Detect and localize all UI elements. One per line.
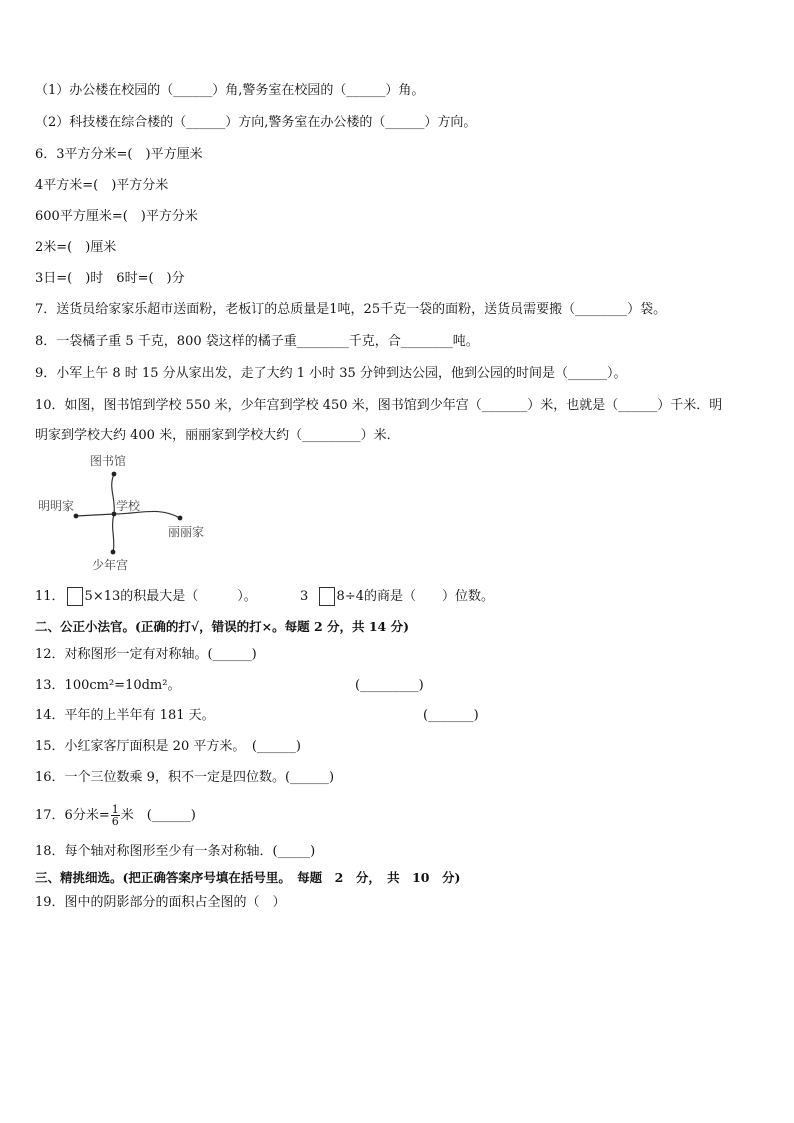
q11-number: 11． [35, 589, 65, 604]
q17-numerator: 1 [111, 803, 119, 816]
q6-line-e: 3日=( )时 6时=( )分 [35, 271, 185, 286]
q17-prefix: 17．6分米= [35, 808, 110, 823]
question-8: 8．一袋橘子重 5 千克，800 袋这样的橘子重________千克，合________吨。 [35, 334, 479, 349]
q6-line-c: 600平方厘米=( )平方分米 [35, 209, 198, 224]
mingming-label: 明明家 [38, 499, 75, 513]
q14-answer-blank: (_______) [423, 708, 479, 723]
section-3-heading: 三、精挑细选。(把正确答案序号填在括号里。 每题 2 分， 共 10 分) [35, 870, 461, 885]
youth-palace-point [111, 550, 116, 555]
question-19: 19．图中的阴影部分的面积占全图的（ ） [35, 895, 286, 910]
q5-part1: （1）办公楼在校园的（______）角,警务室在校园的（______）角。 [35, 83, 425, 98]
lili-label: 丽丽家 [168, 525, 205, 539]
question-12: 12．对称图形一定有对称轴。(______) [35, 647, 257, 662]
question-10-line-b: 明家到学校大约 400 米，丽丽家到学校大约（_________）米． [35, 428, 400, 443]
mingming-point [74, 514, 79, 519]
library-point [112, 472, 117, 477]
question-18: 18．每个轴对称图形至少有一条对称轴．(_____) [35, 844, 316, 859]
question-15: 15．小红家客厅面积是 20 平方米。 (______) [35, 739, 301, 754]
q6-line-b: 4平方米=( )平方分米 [35, 178, 169, 193]
q17-denominator: 6 [111, 815, 119, 828]
q6-line-a: 6．3平方分米=( )平方厘米 [35, 147, 203, 162]
q11-blank-box-2 [319, 587, 335, 606]
question-7: 7．送货员给家家乐超市送面粉，老板订的总质量是1吨，25千克一袋的面粉，送货员需要搬（________）袋。 [35, 302, 667, 317]
question-11-part-b [300, 587, 494, 606]
q17-suffix: 米 (______) [120, 808, 196, 823]
question-14: 14．平年的上半年有 181 天。 [35, 708, 215, 723]
question-16: 16．一个三位数乘 9，积不一定是四位数。(______) [35, 770, 335, 785]
q11-part-a: 5×13的积最大是（ ）。 [84, 589, 257, 604]
question-17 [35, 804, 196, 827]
school-map-diagram [30, 448, 220, 576]
q11-blank-box-1 [67, 587, 83, 606]
school-label: 学校 [116, 499, 141, 513]
question-10-line-a: 10．如图，图书馆到学校 550 米，少年宫到学校 450 米，图书馆到少年宫（_______）米，也就是（______）千米．明 [35, 398, 723, 413]
road-to-youth-palace [113, 514, 114, 552]
lili-point [178, 516, 183, 521]
q13-answer-blank: (_________) [355, 678, 424, 693]
road-to-mingming [76, 514, 114, 516]
library-label: 图书馆 [90, 454, 127, 468]
question-11 [35, 587, 257, 606]
q11-part-b-text: 8÷4的商是（ ）位数。 [336, 589, 494, 604]
youth-palace-label: 少年宫 [92, 558, 129, 572]
section-2-heading: 二、公正小法官。(正确的打√，错误的打×。每题 2 分，共 14 分) [35, 619, 410, 634]
question-13: 13．100cm²=10dm²。 [35, 678, 181, 693]
q5-part2: （2）科技楼在综合楼的（______）方向,警务室在办公楼的（______）方向。 [35, 115, 477, 130]
q6-line-d: 2米=( )厘米 [35, 240, 117, 255]
q17-fraction [111, 804, 120, 827]
question-9: 9．小军上午 8 时 15 分从家出发，走了大约 1 小时 35 分钟到达公园，他到公园的时间是（______）。 [35, 366, 627, 381]
q11b-digit: 3 [300, 589, 309, 604]
road-to-library [112, 474, 115, 514]
